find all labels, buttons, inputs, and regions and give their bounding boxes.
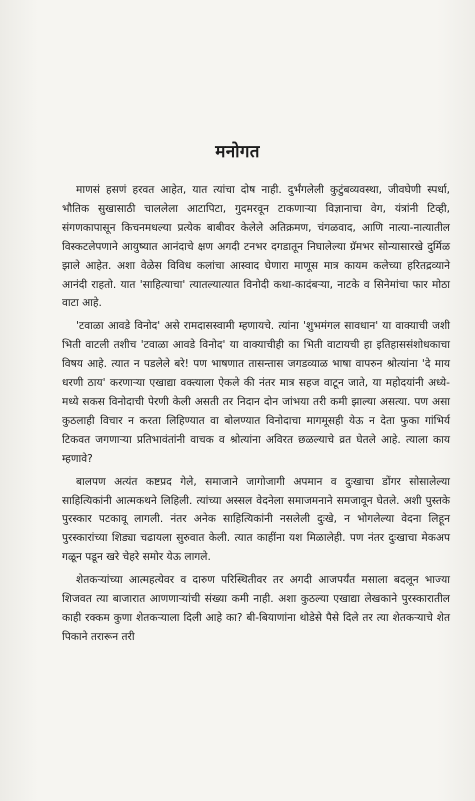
page-body	[62, 181, 450, 651]
paragraph-4: शेतकऱ्यांच्या आत्महत्येवर व दारुण परिस्थितीवर तर अगदी आजपर्यंत मसाला बदलून भाज्या शिजवत त्या बाजारात आणणाऱ्यांची संख्या कमी नाही. अशा कुठल्या एखाद्या लेखकाने पुरस्कारातील काही रक्कम कुणा शेतकऱ्याला दिली आहे का? बी-बियाणांना थोडेसे पैसे दिले तर त्या शेतकऱ्याचे शेत पिकाने तरारून तरी	[62, 574, 450, 643]
paragraph-1: माणसं हसणं हरवत आहेत, यात त्यांचा दोष नाही. दुर्भंगलेली कुटुंबव्यवस्था, जीवघेणी स्पर्धा, भौतिक सुखासाठी चाललेला आटापिटा, गुदमरवून टाकणाऱ्या विज्ञानाचा वेग, यंत्रांनी टिव्ही, संगणकापासून किचनमधल्या प्रत्येक बाबीवर केलेले अतिक्रमण, चंगळवाद, आणि नात्या-नात्यातील विस्कटलेपणाने आयुष्यात आनंदाचे क्षण अगदी टनभर दगडातून निघालेल्या ग्रॅमभर सोन्यासारखे दुर्मिळ झाले आहेत. अशा वेळेस विविध कलांचा आस्वाद घेणारा माणूस मात्र कायम कलेच्या हरितद्रव्याने आनंदी राहतो. यात 'साहित्याचा' त्यातल्यात्यात विनोदी कथा-कादंबऱ्या, नाटके व सिनेमांचा फार मोठा वाटा आहे.	[62, 184, 450, 310]
page-title: मनोगत	[215, 142, 260, 162]
paragraph-3: बालपण अत्यंत कष्टप्रद गेले, समाजाने जागोजागी अपमान व दुःखाचा डोंगर सोसालेल्या साहित्यिकांनी आत्मकथने लिहिली. त्यांच्या अस्सल वेदनेला समाजमनाने समजावून घेतले. अशी पुस्तके पुरस्कार पटकावू लागली. नंतर अनेक साहित्यिकांनी नसलेली दुःखे, न भोगलेल्या वेदना लिहून पुरस्कारांच्या शिड्या चढायला सुरुवात केली. त्यात काहींना यश मिळालेही. पण नंतर दुःखाचा मेकअप गळून पडून खरे चेहरे समोर येऊ लागले.	[62, 475, 450, 564]
paragraph-2: 'टवाळा आवडे विनोद' असे रामदासस्वामी म्हणायचे. त्यांना 'शुभमंगल सावधान' या वाक्याची जशी भिती वाटली तशीच 'टवाळा आवडे विनोद' या वाक्याचीही का भिती वाटायची हा इतिहाससंशोधकाचा विषय आहे. त्यात न पडलेले बरे! पण भाषणात तासन्तास जगडव्याळ भाषा वापरुन श्रोत्यांना 'दे माय धरणी ठाय' करणाऱ्या एखाद्या वक्त्याला ऐकले की नंतर मात्र सहज वाटून जाते, या महोदयांनी अध्ये-मध्ये सकस विनोदाची पेरणी केली असती तर निदान दोन जांभया तरी कमी झाल्या असत्या. पण असा कुठलाही विचार न करता लिहिण्यात वा बोलण्यात विनोदाचा मागमूसही येऊ न देता फुका गांभिर्य टिकवत जगणाऱ्या प्रतिभावंतांनी वाचक व श्रोत्यांना अविरत छळल्याचे व्रत घेतले आहे. त्याला काय म्हणावे?	[62, 320, 450, 465]
